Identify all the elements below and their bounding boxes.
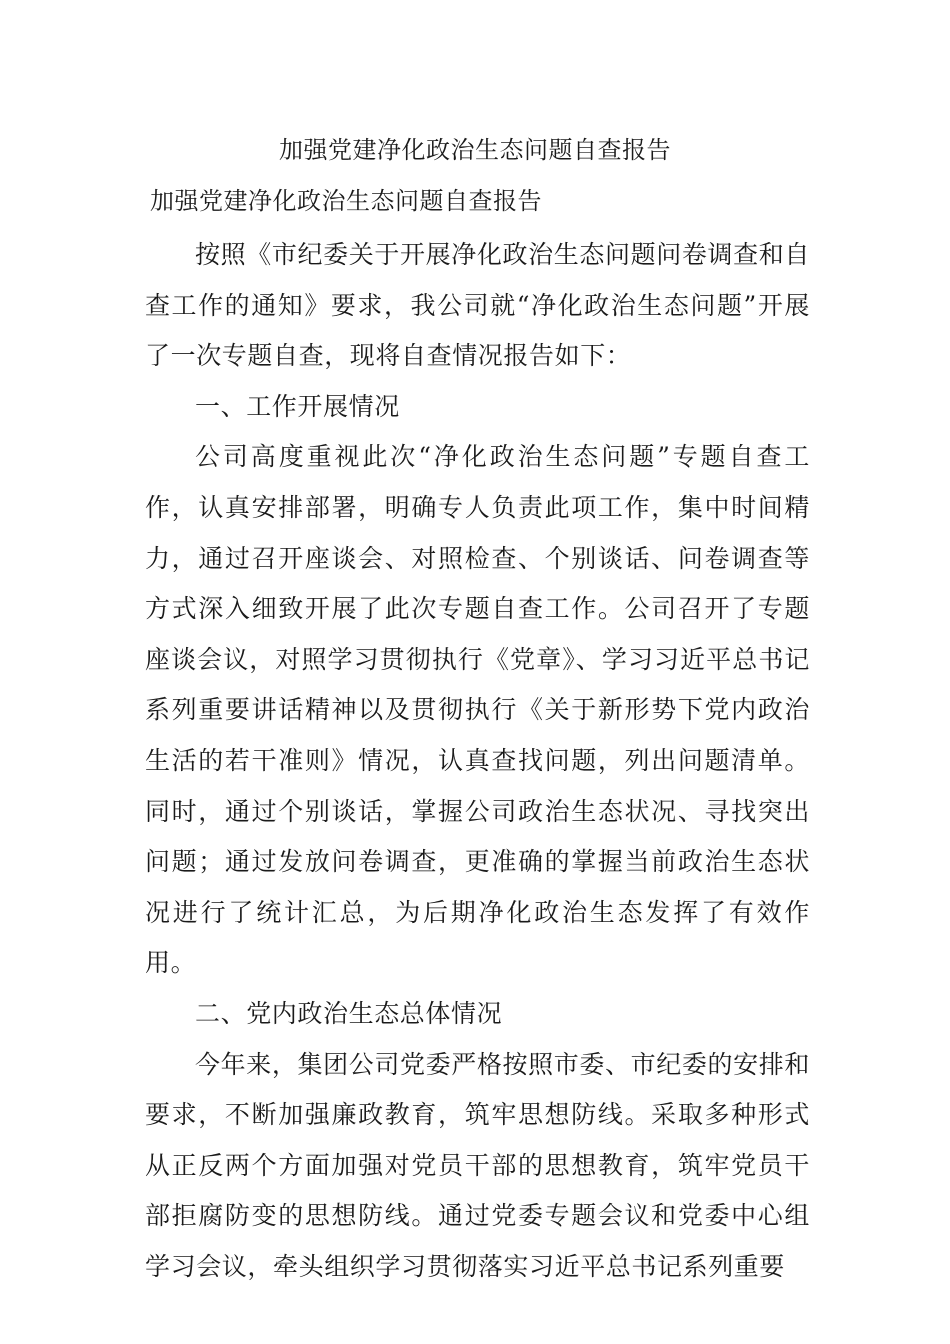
document-title: 加强党建净化政治生态问题自查报告 xyxy=(279,136,671,164)
paragraph-work-progress: 公司高度重视此次“净化政治生态问题”专题自查工作，认真安排部署，明确专人负责此项工作，集中时间精力，通过召开座谈会、对照检查、个别谈话、问卷调查等方式深入细致开展了此次专题自查工作。公司召开了专题座谈会议，对照学习贯彻执行《党章》、学习习近平总书记系列重要讲话精神以及贯彻执行《关于新形势下党内政治生活的若干准则》情况，认真查找问题，列出问题清单。同时，通过个别谈话，掌握公司政治生态状况、寻找突出问题；通过发放问卷调查，更准确的掌握当前政治生态状况进行了统计汇总，为后期净化政治生态发挥了有效作用。 xyxy=(145,442,810,978)
section-heading-1: 一、工作开展情况 xyxy=(195,391,400,421)
document-subtitle: 加强党建净化政治生态问题自查报告 xyxy=(150,187,542,215)
paragraph-political-ecology: 今年来，集团公司党委严格按照市委、市纪委的安排和要求，不断加强廉政教育，筑牢思想防线。采取多种形式从正反两个方面加强对党员干部的思想教育，筑牢党员干部拒腐防变的思想防线。通过党委专题会议和党委中心组学习会议，牵头组织学习贯彻落实习近平总书记系列重要 xyxy=(145,1049,810,1281)
document-body xyxy=(145,230,810,1292)
paragraph-intro: 按照《市纪委关于开展净化政治生态问题问卷调查和自查工作的通知》要求，我公司就“净化政治生态问题”开展了一次专题自查，现将自查情况报告如下： xyxy=(145,240,810,371)
section-heading-2: 二、党内政治生态总体情况 xyxy=(195,998,503,1028)
